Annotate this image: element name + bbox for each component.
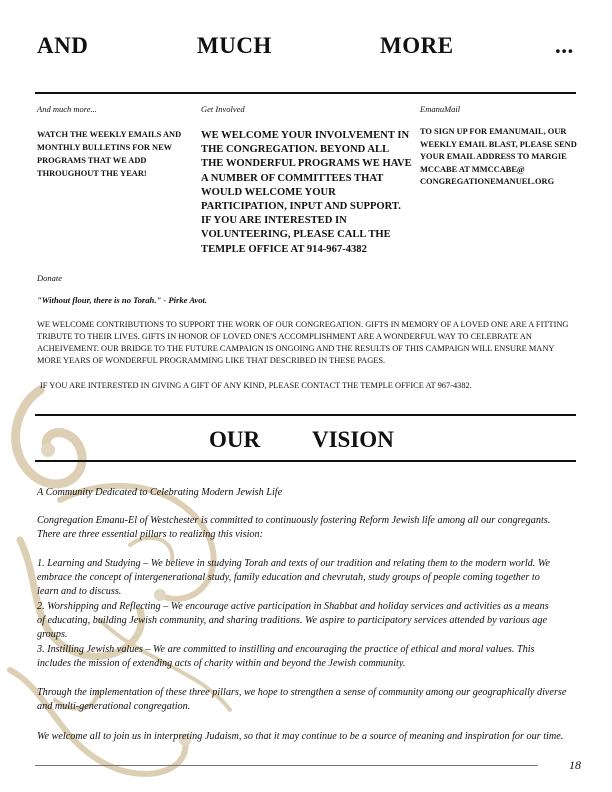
vision-pillar-3: 3. Instilling Jewish values – We are committed to instilling and encouraging the practice of ethical and moral values. This includes the mission of extending acts of charity within and beyond the Jewish community. [37,644,535,670]
page-number: 18 [569,758,581,772]
vision-pillar-1: 1. Learning and Studying – We believe in studying Torah and texts of our tradition and relating them to the modern world. We embrace the concept of intergenerational study, family education and chevrutah, study groups of people coming together to learn and to discuss. [37,558,550,598]
vision-subtitle: A Community Dedicated to Celebrating Modern Jewish Life [37,487,283,498]
col3-text: TO SIGN UP FOR EMANUMAIL, OUR WEEKLY EMAIL BLAST, PLEASE SEND YOUR EMAIL ADDRESS TO MARGIE MCCABE AT MMCCABE@ CONGREGATIONEMANUEL.ORG [420,127,577,187]
header-word-and: AND [37,33,89,58]
vision-paragraph-2: Through the implementation of these three pillars, we hope to strengthen a sense of community among our geographically diverse and multi-generational congregation. [37,687,567,713]
vision-intro: Congregation Emanu-El of Westchester is committed to continuously fostering Reform Jewish life among all our congregants. There are three essential pillars to realizing this vision: [37,515,551,541]
vision-title-our: OUR [209,427,261,452]
donate-label: Donate [37,273,63,283]
col1-label: And much more... [37,104,97,114]
header-word-much: MUCH [197,33,272,58]
donate-quote: "Without flour, there is no Torah." - Pirke Avot. [37,295,208,305]
vision-paragraph-3: We welcome all to join us in interpreting Judaism, so that it may continue to be a source of meaning and inspiration for our time. [37,731,564,742]
vision-top-rule [35,414,576,416]
col3-label: EmanuMail [420,104,461,114]
vision-pillar-2: 2. Worshipping and Reflecting – We encourage active participation in Shabbat and holiday services and activities as a means of educating, building Jewish community, and sharing traditions. We aspire to participatory services attended by various age groups. [37,601,549,641]
col1-text: WATCH THE WEEKLY EMAILS AND MONTHLY BULLETINS FOR NEW PROGRAMS THAT WE ADD THROUGHOUT THE YEAR! [37,130,182,178]
col2-label: Get Involved [201,104,245,114]
vision-title-vision: VISION [312,427,394,452]
donate-body: WE WELCOME CONTRIBUTIONS TO SUPPORT THE WORK OF OUR CONGREGATION. GIFTS IN MEMORY OF A LOVED ONE ARE A FITTING TRIBUTE TO THEIR LIVES. GIFTS IN HONOR OF LOVED ONE'S ACCOMPLISHMENT ARE A WONDERFUL WAY TO CELEBRATE AN ACHEIVEMENT. OUR BRIDGE TO THE FUTURE CAMPAIGN IS ONGOING AND THE RESULTS OF THIS CAMPAIGN WILL ENSURE MANY MORE YEARS OF WONDERFUL PROGRAMMING LIKE THAT DESCRIBED IN THESE PAGES. [37,320,569,365]
header-rule [35,92,576,94]
vision-bottom-rule [35,460,576,462]
col2-text: WE WELCOME YOUR INVOLVEMENT IN THE CONGREGATION. BEYOND ALL THE WONDERFUL PROGRAMS WE HAVE A NUMBER OF COMMITTEES THAT WOULD WELCOME YOUR PARTICIPATION, INPUT AND SUPPORT. IF YOU ARE INTERESTED IN VOLUNTEERING, PLEASE CALL THE TEMPLE OFFICE AT 914-967-4382 [201,130,412,255]
header-ellipsis: ... [555,33,574,58]
header-word-more: MORE [380,33,454,58]
footer-rule [35,765,538,766]
donate-contact: IF YOU ARE INTERESTED IN GIVING A GIFT OF ANY KIND, PLEASE CONTACT THE TEMPLE OFFICE AT 967-4382. [40,381,472,390]
